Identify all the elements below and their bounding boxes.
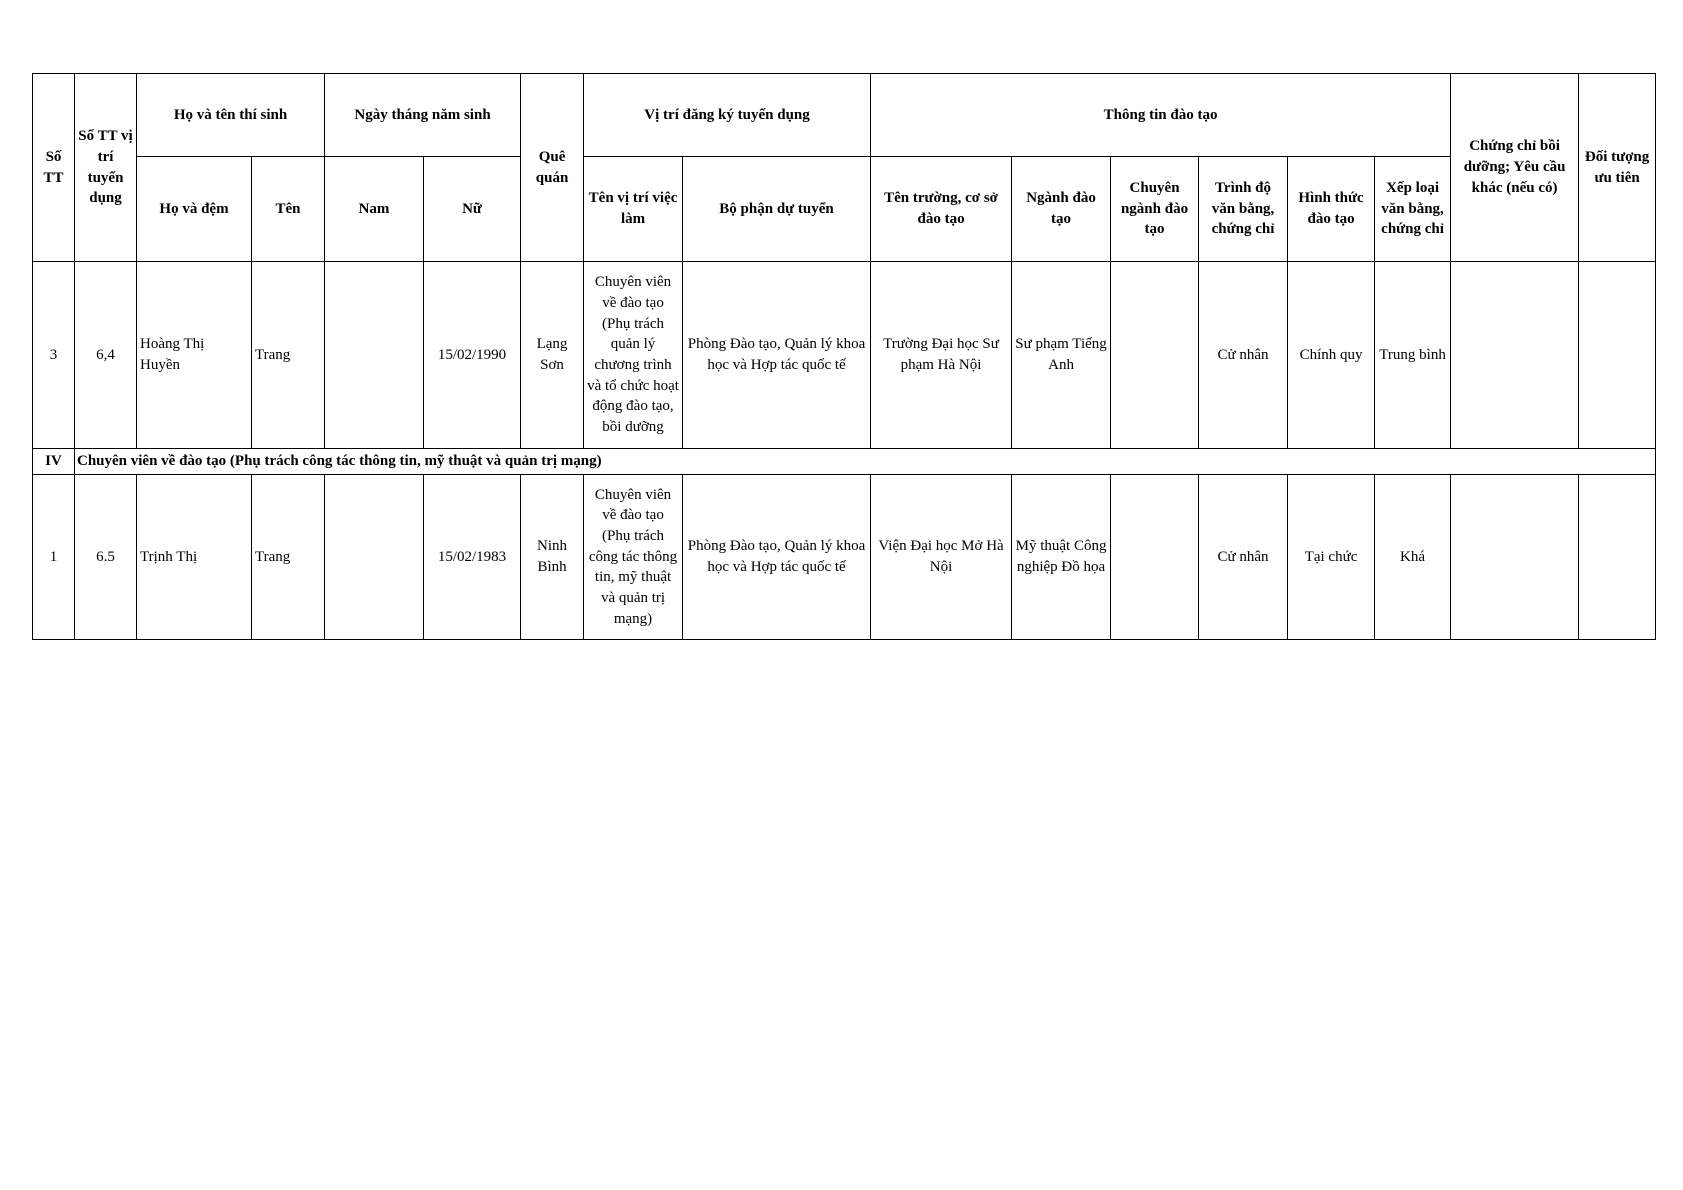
cell-nam bbox=[325, 475, 424, 640]
header-hinh-thuc: Hình thức đào tạo bbox=[1288, 157, 1375, 262]
cell-stt: 3 bbox=[33, 262, 75, 449]
header-que-quan: Quê quán bbox=[521, 74, 584, 262]
cell-nganh: Mỹ thuật Công nghiệp Đồ họa bbox=[1012, 475, 1111, 640]
candidate-table bbox=[32, 73, 1656, 640]
cell-xep-loai: Khá bbox=[1375, 475, 1451, 640]
header-ten: Tên bbox=[252, 157, 325, 262]
header-trinh-do: Trình độ văn bằng, chứng chỉ bbox=[1199, 157, 1288, 262]
cell-chung-chi bbox=[1451, 262, 1579, 449]
header-ten-vi-tri: Tên vị trí việc làm bbox=[584, 157, 683, 262]
cell-ten-vi-tri: Chuyên viên về đào tạo (Phụ trách quản lý chương trình và tổ chức hoạt động đào tạo, bồi dưỡng bbox=[584, 262, 683, 449]
cell-bo-phan: Phòng Đào tạo, Quản lý khoa học và Hợp tác quốc tế bbox=[683, 475, 871, 640]
header-row-2 bbox=[33, 157, 1656, 262]
table-row bbox=[33, 475, 1656, 640]
cell-nganh: Sư phạm Tiếng Anh bbox=[1012, 262, 1111, 449]
header-thong-tin: Thông tin đào tạo bbox=[871, 74, 1451, 157]
header-vi-tri: Vị trí đăng ký tuyển dụng bbox=[584, 74, 871, 157]
cell-ten-truong: Trường Đại học Sư phạm Hà Nội bbox=[871, 262, 1012, 449]
cell-trinh-do: Cử nhân bbox=[1199, 262, 1288, 449]
cell-hinh-thuc: Chính quy bbox=[1288, 262, 1375, 449]
cell-ten: Trang bbox=[252, 475, 325, 640]
header-doi-tuong: Đối tượng ưu tiên bbox=[1579, 74, 1656, 262]
cell-trinh-do: Cử nhân bbox=[1199, 475, 1288, 640]
cell-chung-chi bbox=[1451, 475, 1579, 640]
cell-nam bbox=[325, 262, 424, 449]
cell-nu: 15/02/1983 bbox=[424, 475, 521, 640]
header-ho-dem: Họ và đệm bbox=[137, 157, 252, 262]
header-ho-ten: Họ và tên thí sinh bbox=[137, 74, 325, 157]
header-bo-phan: Bộ phận dự tuyển bbox=[683, 157, 871, 262]
cell-stt: 1 bbox=[33, 475, 75, 640]
header-ten-truong: Tên trường, cơ sở đào tạo bbox=[871, 157, 1012, 262]
cell-chuyen-nganh bbox=[1111, 262, 1199, 449]
cell-nu: 15/02/1990 bbox=[424, 262, 521, 449]
section-row bbox=[33, 449, 1656, 475]
header-xep-loai: Xếp loại văn bằng, chứng chỉ bbox=[1375, 157, 1451, 262]
cell-chuyen-nganh bbox=[1111, 475, 1199, 640]
cell-vitri-no: 6,4 bbox=[75, 262, 137, 449]
cell-ten-truong: Viện Đại học Mở Hà Nội bbox=[871, 475, 1012, 640]
cell-doi-tuong bbox=[1579, 475, 1656, 640]
header-row-1 bbox=[33, 74, 1656, 157]
cell-doi-tuong bbox=[1579, 262, 1656, 449]
cell-hinh-thuc: Tại chức bbox=[1288, 475, 1375, 640]
cell-que-quan: Ninh Bình bbox=[521, 475, 584, 640]
header-chuyen-nganh: Chuyên ngành đào tạo bbox=[1111, 157, 1199, 262]
header-stt: Số TT bbox=[33, 74, 75, 262]
header-chung-chi: Chứng chỉ bồi dưỡng; Yêu cầu khác (nếu có) bbox=[1451, 74, 1579, 262]
header-nganh: Ngành đào tạo bbox=[1012, 157, 1111, 262]
header-nam: Nam bbox=[325, 157, 424, 262]
cell-ten: Trang bbox=[252, 262, 325, 449]
cell-vitri-no: 6.5 bbox=[75, 475, 137, 640]
header-ngay-sinh: Ngày tháng năm sinh bbox=[325, 74, 521, 157]
section-title: Chuyên viên về đào tạo (Phụ trách công tác thông tin, mỹ thuật và quản trị mạng) bbox=[75, 449, 1656, 475]
header-nu: Nữ bbox=[424, 157, 521, 262]
cell-xep-loai: Trung bình bbox=[1375, 262, 1451, 449]
cell-ho-dem: Hoàng Thị Huyền bbox=[137, 262, 252, 449]
header-stt-vitri: Số TT vị trí tuyển dụng bbox=[75, 74, 137, 262]
cell-bo-phan: Phòng Đào tạo, Quản lý khoa học và Hợp tác quốc tế bbox=[683, 262, 871, 449]
cell-ten-vi-tri: Chuyên viên về đào tạo (Phụ trách công tác thông tin, mỹ thuật và quản trị mạng) bbox=[584, 475, 683, 640]
cell-ho-dem: Trịnh Thị bbox=[137, 475, 252, 640]
cell-que-quan: Lạng Sơn bbox=[521, 262, 584, 449]
table-row bbox=[33, 262, 1656, 449]
section-number: IV bbox=[33, 449, 75, 475]
